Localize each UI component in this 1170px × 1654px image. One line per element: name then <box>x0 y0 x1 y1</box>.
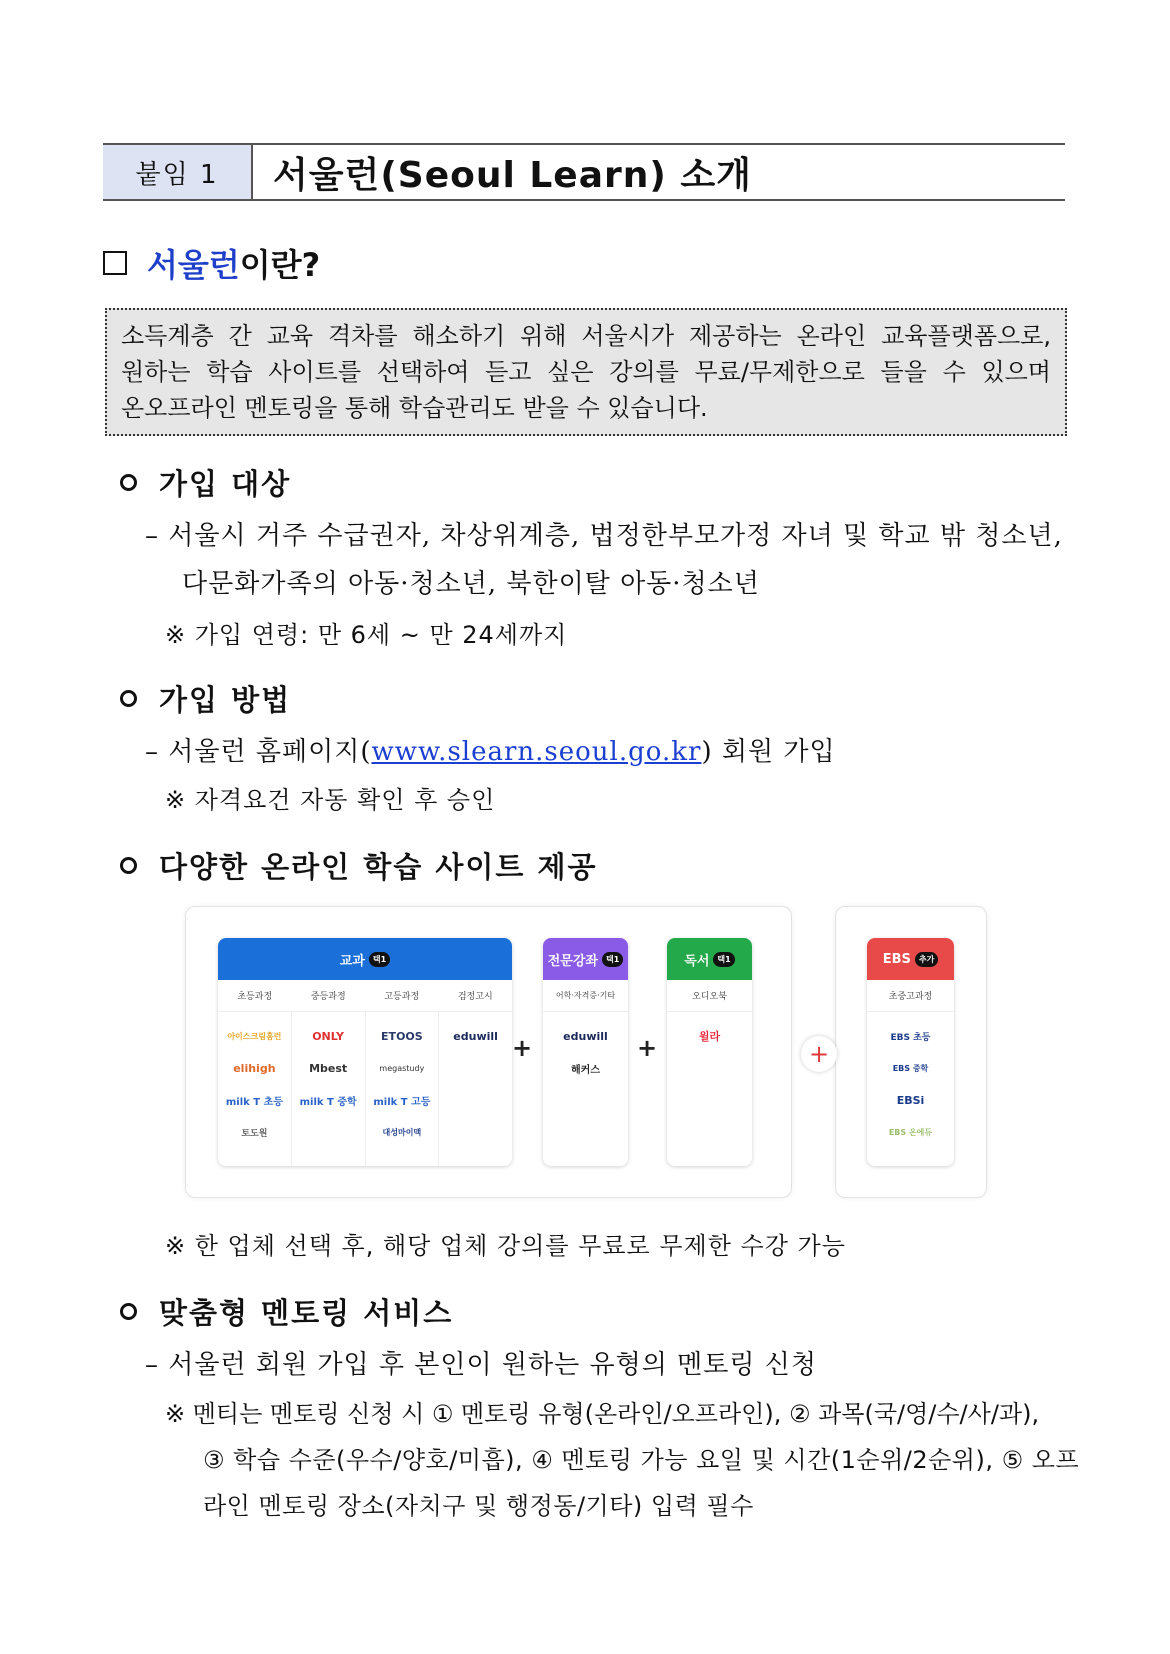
willa-logo: 윌라 <box>698 1030 721 1043</box>
method-line <box>145 731 836 768</box>
method-prefix: – 서울런 홈페이지( <box>145 737 372 767</box>
level-label: 고등과정 <box>384 992 420 1002</box>
eligibility-note: ※ 가입 연령: 만 6세 ~ 만 24세까지 <box>165 621 568 649</box>
mentoring-title: 맞춤형 멘토링 서비스 <box>159 1296 454 1330</box>
ebs-card-badge: 추가 <box>915 952 938 967</box>
eligibility-title: 가입 대상 <box>159 467 292 501</box>
method-suffix: ) 회원 가입 <box>701 737 836 767</box>
eligibility-line: 다문화가족의 아동·청소년, 북한이탈 아동·청소년 <box>182 569 760 599</box>
reading-card-title: 독서 <box>684 953 710 969</box>
sites-note: ※ 한 업체 선택 후, 해당 업체 강의를 무료로 무제한 수강 가능 <box>165 1232 846 1260</box>
homepage-link[interactable]: www.slearn.seoul.go.kr <box>371 737 702 767</box>
ebs-onedu-logo: EBS 온에듀 <box>888 1127 933 1137</box>
special-card <box>543 938 628 1166</box>
reading-card <box>667 938 752 1166</box>
square-bullet-icon <box>103 251 127 275</box>
level-label: 초등과정 <box>237 992 273 1002</box>
special-card-title: 전문강좌 <box>547 953 598 969</box>
milkt-high-logo: milk T 고등 <box>373 1096 431 1108</box>
megastudy-logo: megastudy <box>379 1063 425 1073</box>
plus-sign: + <box>512 1034 533 1062</box>
sites-heading <box>120 845 598 886</box>
mentoring-note: ③ 학습 수준(우수/양호/미흡), ④ 멘토링 가능 요일 및 시간(1순위/2순위), ⑤ 오프 <box>203 1446 1080 1474</box>
level-label: 어학·자격증·기타 <box>555 991 616 1000</box>
ebs-card <box>867 938 954 1166</box>
ebs-column <box>867 1012 954 1166</box>
mentoring-note: ※ 멘티는 멘토링 신청 시 ① 멘토링 유형(온라인/오프라인), ② 과목(국/영/수/사/과), <box>165 1400 1040 1428</box>
ebs-card-title: EBS <box>882 951 911 967</box>
homelearn-logo: 아이스크림홈런 <box>227 1031 282 1041</box>
eligibility-line: – 서울시 거주 수급권자, 차상위계층, 법정한부모가정 자녀 및 학교 밖 청소년, <box>145 521 1063 551</box>
only-logo: ONLY <box>312 1029 345 1043</box>
subject-card-title: 교과 <box>339 953 365 969</box>
mentoring-heading <box>120 1291 453 1332</box>
todowon-logo: 토도원 <box>241 1128 268 1139</box>
summary-line: 원하는 학습 사이트를 선택하여 듣고 싶은 강의를 무료/무제한으로 들을 수 있으며 <box>121 358 1051 386</box>
eduwill-logo: eduwill <box>453 1029 498 1043</box>
method-heading <box>120 678 291 719</box>
subject-card-badge: 택1 <box>369 952 390 967</box>
high-column <box>366 1012 440 1166</box>
method-title: 가입 방법 <box>159 683 292 717</box>
subject-card <box>218 938 512 1166</box>
eduwill-logo: eduwill <box>563 1029 608 1043</box>
circle-bullet-icon <box>120 1303 137 1320</box>
attachment-label: 붙임 1 <box>103 145 253 199</box>
elihigh-logo: elihigh <box>233 1061 276 1075</box>
section-heading <box>103 240 320 286</box>
subject-card-header <box>218 938 512 980</box>
method-note: ※ 자격요건 자동 확인 후 승인 <box>165 786 496 814</box>
level-label: 초중고과정 <box>888 992 933 1002</box>
special-card-badge: 택1 <box>602 952 623 967</box>
ged-column <box>439 1012 512 1166</box>
level-label: 중등과정 <box>310 992 346 1002</box>
milkt-elementary-logo: milk T 초등 <box>225 1096 283 1108</box>
plus-circle-icon: + <box>801 1036 837 1072</box>
special-card-levels <box>543 980 628 1012</box>
ebs-middle-logo: EBS 중학 <box>892 1063 929 1073</box>
middle-column <box>292 1012 366 1166</box>
reading-card-header <box>667 938 752 980</box>
plus-sign: + <box>637 1034 658 1062</box>
etoos-logo: ETOOS <box>381 1029 423 1043</box>
summary-line: 온오프라인 멘토링을 통해 학습관리도 받을 수 있습니다. <box>121 394 708 422</box>
level-label: 오디오북 <box>692 992 727 1002</box>
subject-card-levels <box>218 980 512 1012</box>
section-heading-rest: 이란? <box>239 246 321 284</box>
mimac-logo: 대성마이맥 <box>382 1127 422 1137</box>
mentoring-note: 라인 멘토링 장소(자치구 및 행정동/기타) 입력 필수 <box>203 1492 754 1520</box>
document-header <box>103 143 1065 201</box>
hackers-logo: 해커스 <box>571 1064 600 1076</box>
ebsi-logo: EBSi <box>896 1093 925 1107</box>
ebs-elementary-logo: EBS 초등 <box>890 1032 931 1043</box>
circle-bullet-icon <box>120 690 137 707</box>
sites-title: 다양한 온라인 학습 사이트 제공 <box>159 850 598 884</box>
ebs-card-levels <box>867 980 954 1012</box>
summary-line: 소득계층 간 교육 격차를 해소하기 위해 서울시가 제공하는 온라인 교육플랫폼으로, <box>121 322 1051 350</box>
special-card-header <box>543 938 628 980</box>
level-label: 검정고시 <box>457 992 493 1002</box>
reading-card-levels <box>667 980 752 1012</box>
mbest-logo: Mbest <box>309 1061 348 1075</box>
mentoring-line: – 서울런 회원 가입 후 본인이 원하는 유형의 멘토링 신청 <box>145 1350 817 1380</box>
milkt-middle-logo: milk T 중학 <box>299 1096 357 1108</box>
document-title: 서울런(Seoul Learn) 소개 <box>273 154 752 196</box>
elementary-column <box>218 1012 292 1166</box>
reading-card-badge: 택1 <box>713 952 734 967</box>
special-column <box>543 1012 628 1166</box>
summary-box <box>105 308 1067 436</box>
reading-column <box>667 1012 752 1166</box>
ebs-card-header <box>867 938 954 980</box>
eligibility-heading <box>120 462 291 503</box>
section-heading-accent: 서울런 <box>147 246 240 284</box>
circle-bullet-icon <box>120 474 137 491</box>
circle-bullet-icon <box>120 857 137 874</box>
